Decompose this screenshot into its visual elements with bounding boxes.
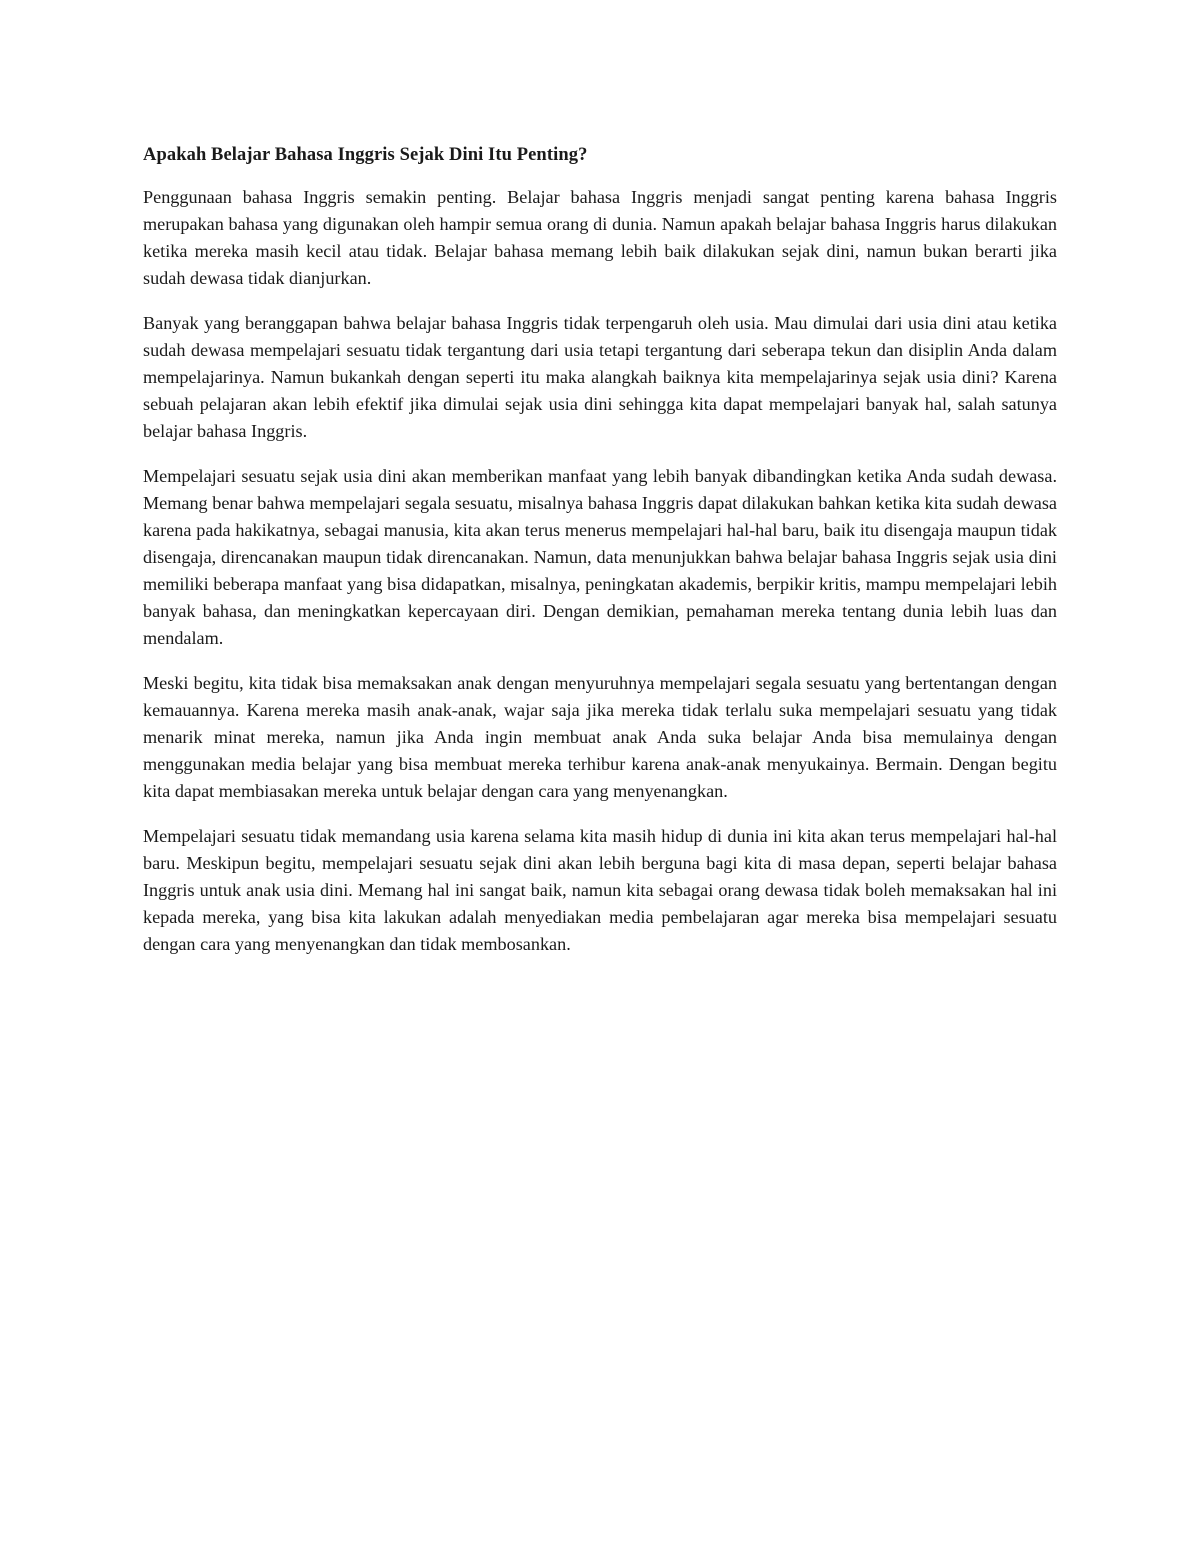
paragraph-5: Mempelajari sesuatu tidak memandang usia karena selama kita masih hidup di dunia ini kita akan terus mempelajari hal-hal baru. Meskipun begitu, mempelajari sesuatu sejak dini akan lebih berguna bagi kita di masa depan, seperti belajar bahasa Inggris untuk anak usia dini. Memang hal ini sangat baik, namun kita sebagai orang dewasa tidak boleh memaksakan hal ini kepada mereka, yang bisa kita lakukan adalah menyediakan media pembelajaran agar mereka bisa mempelajari sesuatu dengan cara yang menyenangkan dan tidak membosankan. [143, 826, 1057, 954]
paragraph-4: Meski begitu, kita tidak bisa memaksakan anak dengan menyuruhnya mempelajari segala sesuatu yang bertentangan dengan kemauannya. Karena mereka masih anak-anak, wajar saja jika mereka tidak terlalu suka mempelajari sesuatu yang tidak menarik minat mereka, namun jika Anda ingin membuat anak Anda suka belajar Anda bisa memulainya dengan menggunakan media belajar yang bisa membuat mereka terhibur karena anak-anak menyukainya. Bermain. Dengan begitu kita dapat membiasakan mereka untuk belajar dengan cara yang menyenangkan. [143, 673, 1057, 801]
document-title: Apakah Belajar Bahasa Inggris Sejak Dini Itu Penting? [143, 145, 588, 165]
paragraph-2: Banyak yang beranggapan bahwa belajar bahasa Inggris tidak terpengaruh oleh usia. Mau dimulai dari usia dini atau ketika sudah dewasa mempelajari sesuatu tidak tergantung dari usia tetapi tergantung dari seberapa tekun dan disiplin Anda dalam mempelajarinya. Namun bukankah dengan seperti itu maka alangkah baiknya kita mempelajarinya sejak usia dini? Karena sebuah pelajaran akan lebih efektif jika dimulai sejak usia dini sehingga kita dapat mempelajari banyak hal, salah satunya belajar bahasa Inggris. [143, 313, 1057, 441]
document-body [143, 142, 1057, 976]
paragraph-1: Penggunaan bahasa Inggris semakin penting. Belajar bahasa Inggris menjadi sangat penting karena bahasa Inggris merupakan bahasa yang digunakan oleh hampir semua orang di dunia. Namun apakah belajar bahasa Inggris harus dilakukan ketika mereka masih kecil atau tidak. Belajar bahasa memang lebih baik dilakukan sejak dini, namun bukan berarti jika sudah dewasa tidak dianjurkan. [143, 187, 1057, 288]
paragraph-3: Mempelajari sesuatu sejak usia dini akan memberikan manfaat yang lebih banyak dibandingkan ketika Anda sudah dewasa. Memang benar bahwa mempelajari segala sesuatu, misalnya bahasa Inggris dapat dilakukan bahkan ketika kita sudah dewasa karena pada hakikatnya, sebagai manusia, kita akan terus menerus mempelajari hal-hal baru, baik itu disengaja maupun tidak disengaja, direncanakan maupun tidak direncanakan. Namun, data menunjukkan bahwa belajar bahasa Inggris sejak usia dini memiliki beberapa manfaat yang bisa didapatkan, misalnya, peningkatan akademis, berpikir kritis, mampu mempelajari lebih banyak bahasa, dan meningkatkan kepercayaan diri. Dengan demikian, pemahaman mereka tentang dunia lebih luas dan mendalam. [143, 466, 1057, 648]
